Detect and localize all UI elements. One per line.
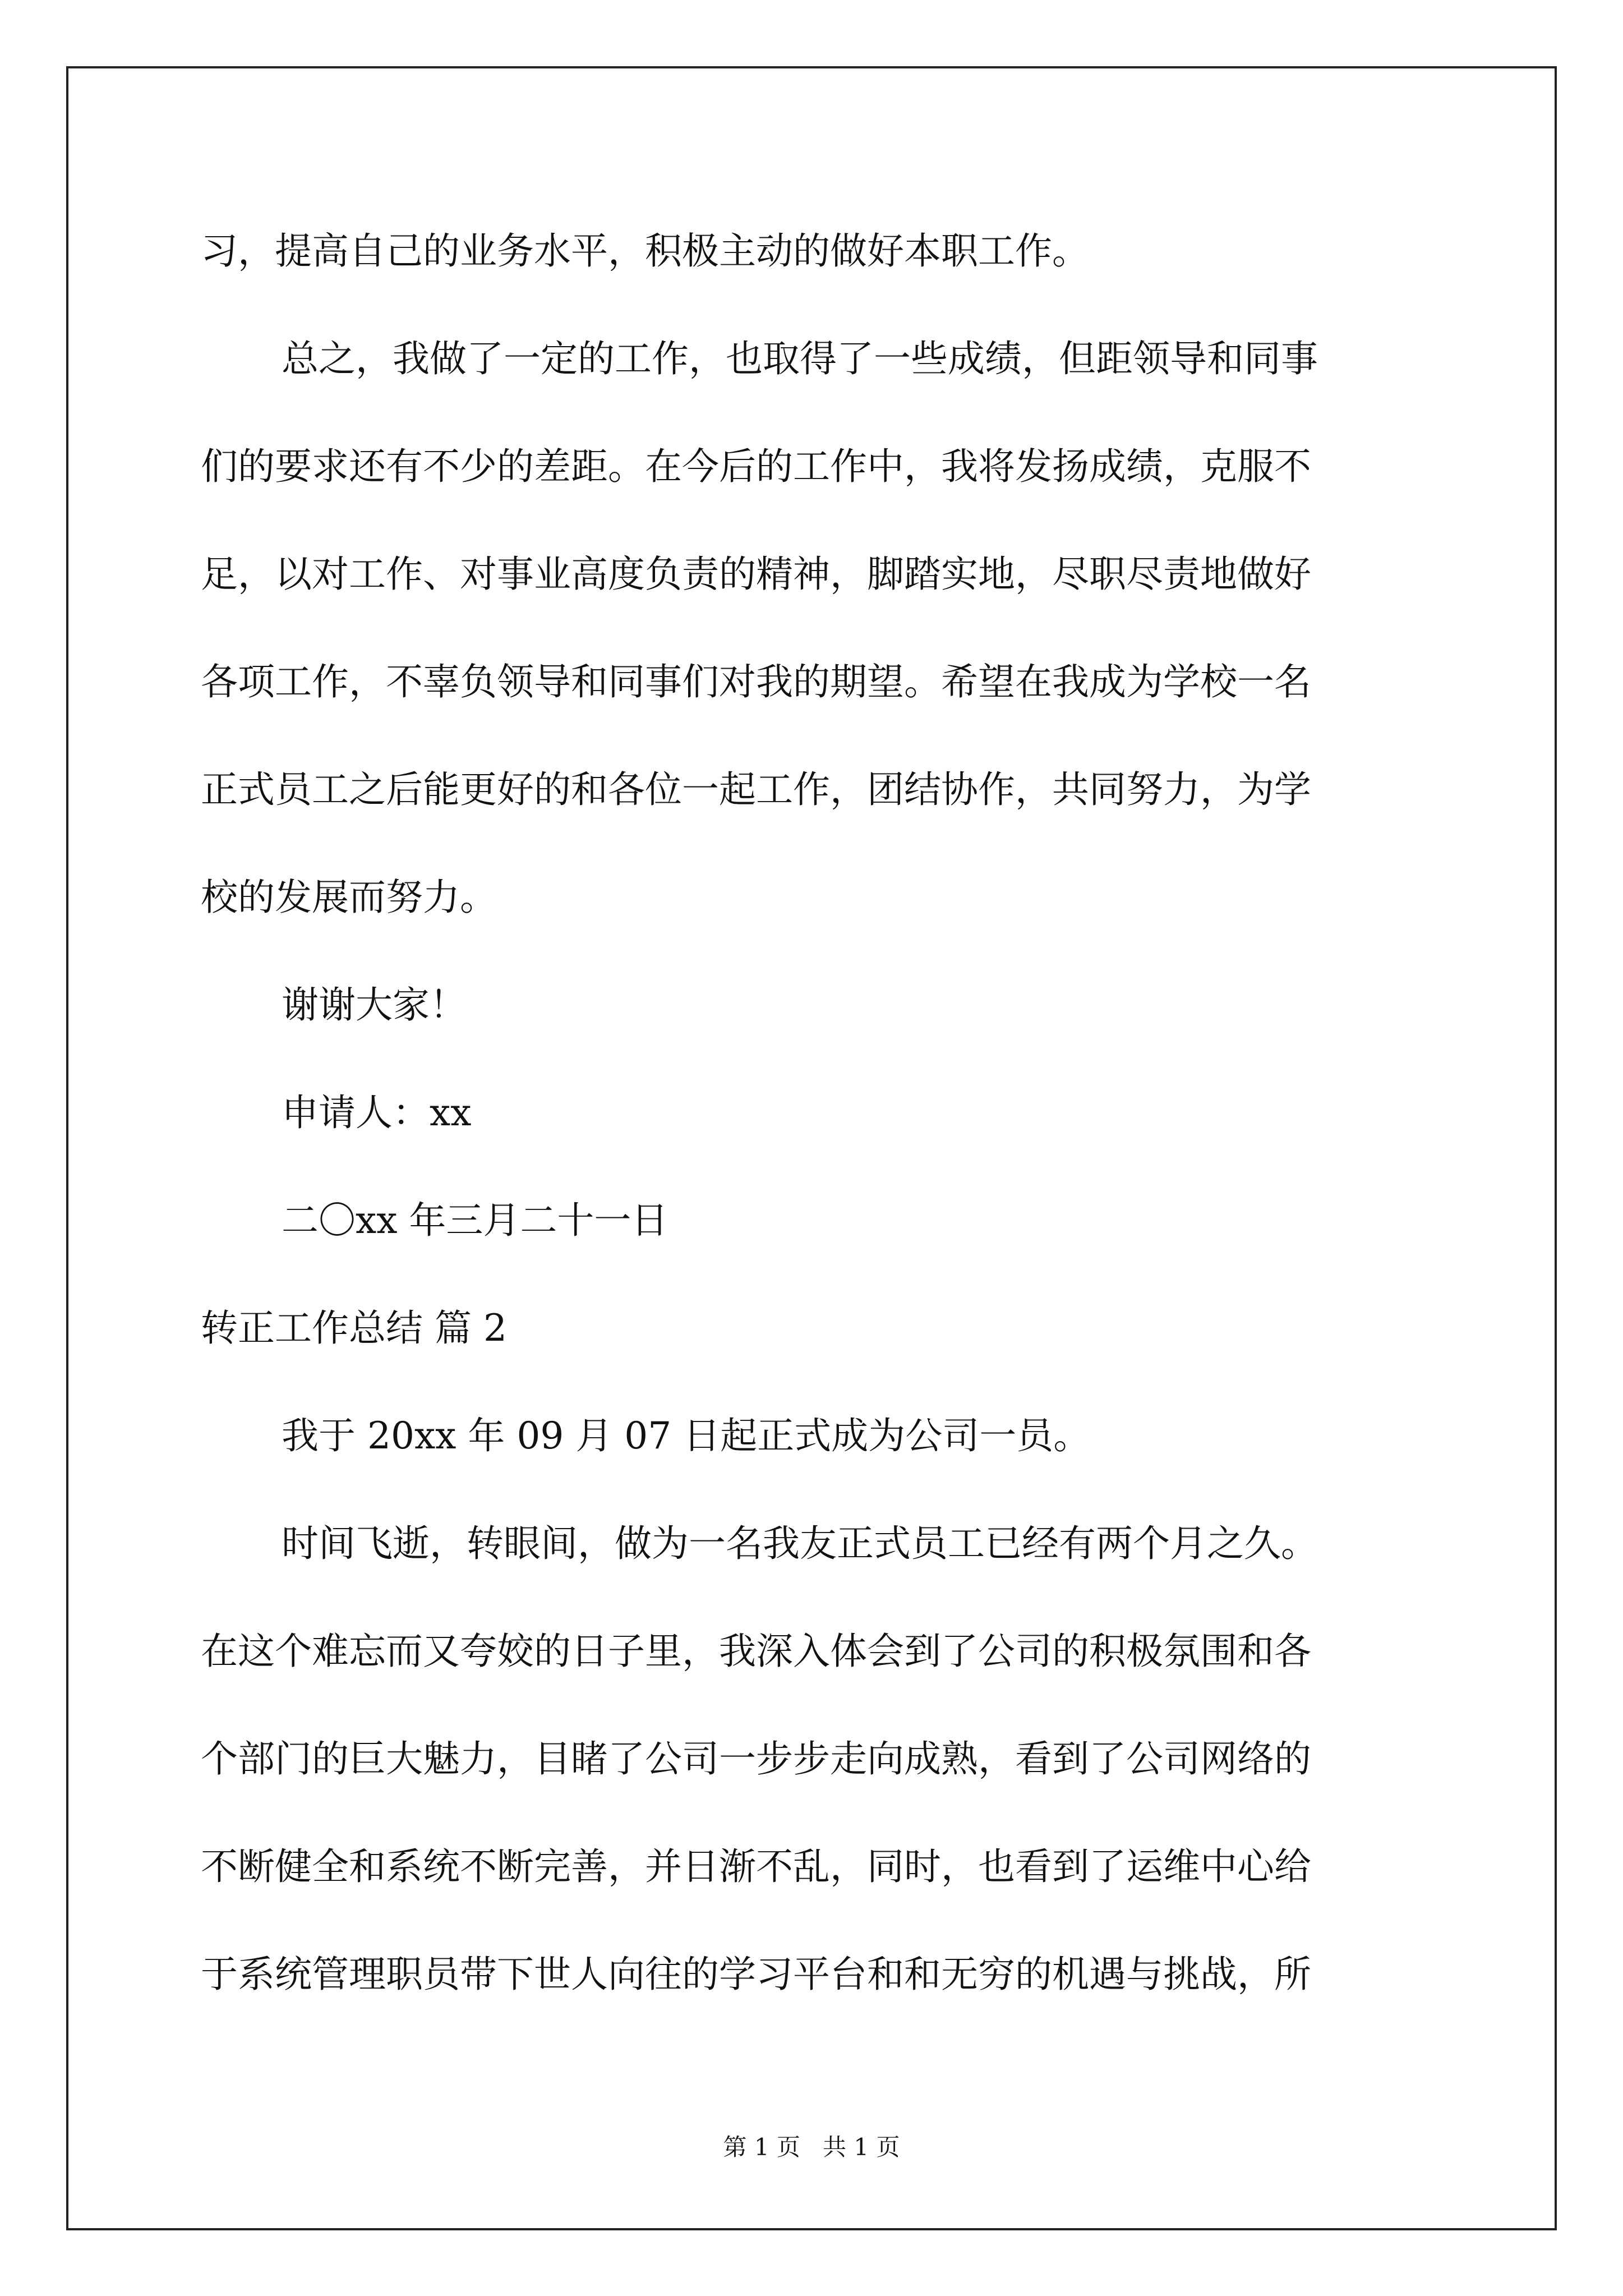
text-line: 二〇xx 年三月二十一日	[282, 1199, 668, 1242]
page-border	[66, 66, 1557, 2230]
text-line: 正式员工之后能更好的和各位一起工作，团结协作，共同努力，为学	[201, 768, 1311, 811]
text-line: 各项工作，不辜负领导和同事们对我的期望。希望在我成为学校一名	[201, 660, 1311, 703]
text-line: 于系统管理职员带下世人向往的学习平台和和无穷的机遇与挑战，所	[201, 1953, 1311, 1996]
page-footer: 第 1 页 共 1 页	[723, 2133, 900, 2161]
text-line: 总之，我做了一定的工作，也取得了一些成绩，但距领导和同事	[282, 337, 1318, 380]
text-line: 申请人：xx	[282, 1091, 472, 1134]
text-line: 在这个难忘而又夸姣的日子里，我深入体会到了公司的积极氛围和各	[201, 1630, 1311, 1673]
text-line: 个部门的巨大魅力，目睹了公司一步步走向成熟，看到了公司网络的	[201, 1737, 1311, 1780]
section-heading: 转正工作总结 篇 2	[201, 1306, 507, 1350]
text-line: 足，以对工作、对事业高度负责的精神，脚踏实地，尽职尽责地做好	[201, 553, 1311, 596]
text-line: 我于 20xx 年 09 月 07 日起正式成为公司一员。	[282, 1414, 1091, 1457]
text-line: 时间飞逝，转眼间，做为一名我友正式员工已经有两个月之久。	[282, 1522, 1318, 1565]
text-line: 习，提高自己的业务水平，积极主动的做好本职工作。	[201, 229, 1089, 273]
text-line: 谢谢大家！	[282, 983, 467, 1027]
text-line: 们的要求还有不少的差距。在今后的工作中，我将发扬成绩，克服不	[201, 445, 1311, 488]
text-line: 校的发展而努力。	[201, 876, 497, 919]
text-line: 不断健全和系统不断完善，并日渐不乱，同时，也看到了运维中心给	[201, 1845, 1311, 1888]
